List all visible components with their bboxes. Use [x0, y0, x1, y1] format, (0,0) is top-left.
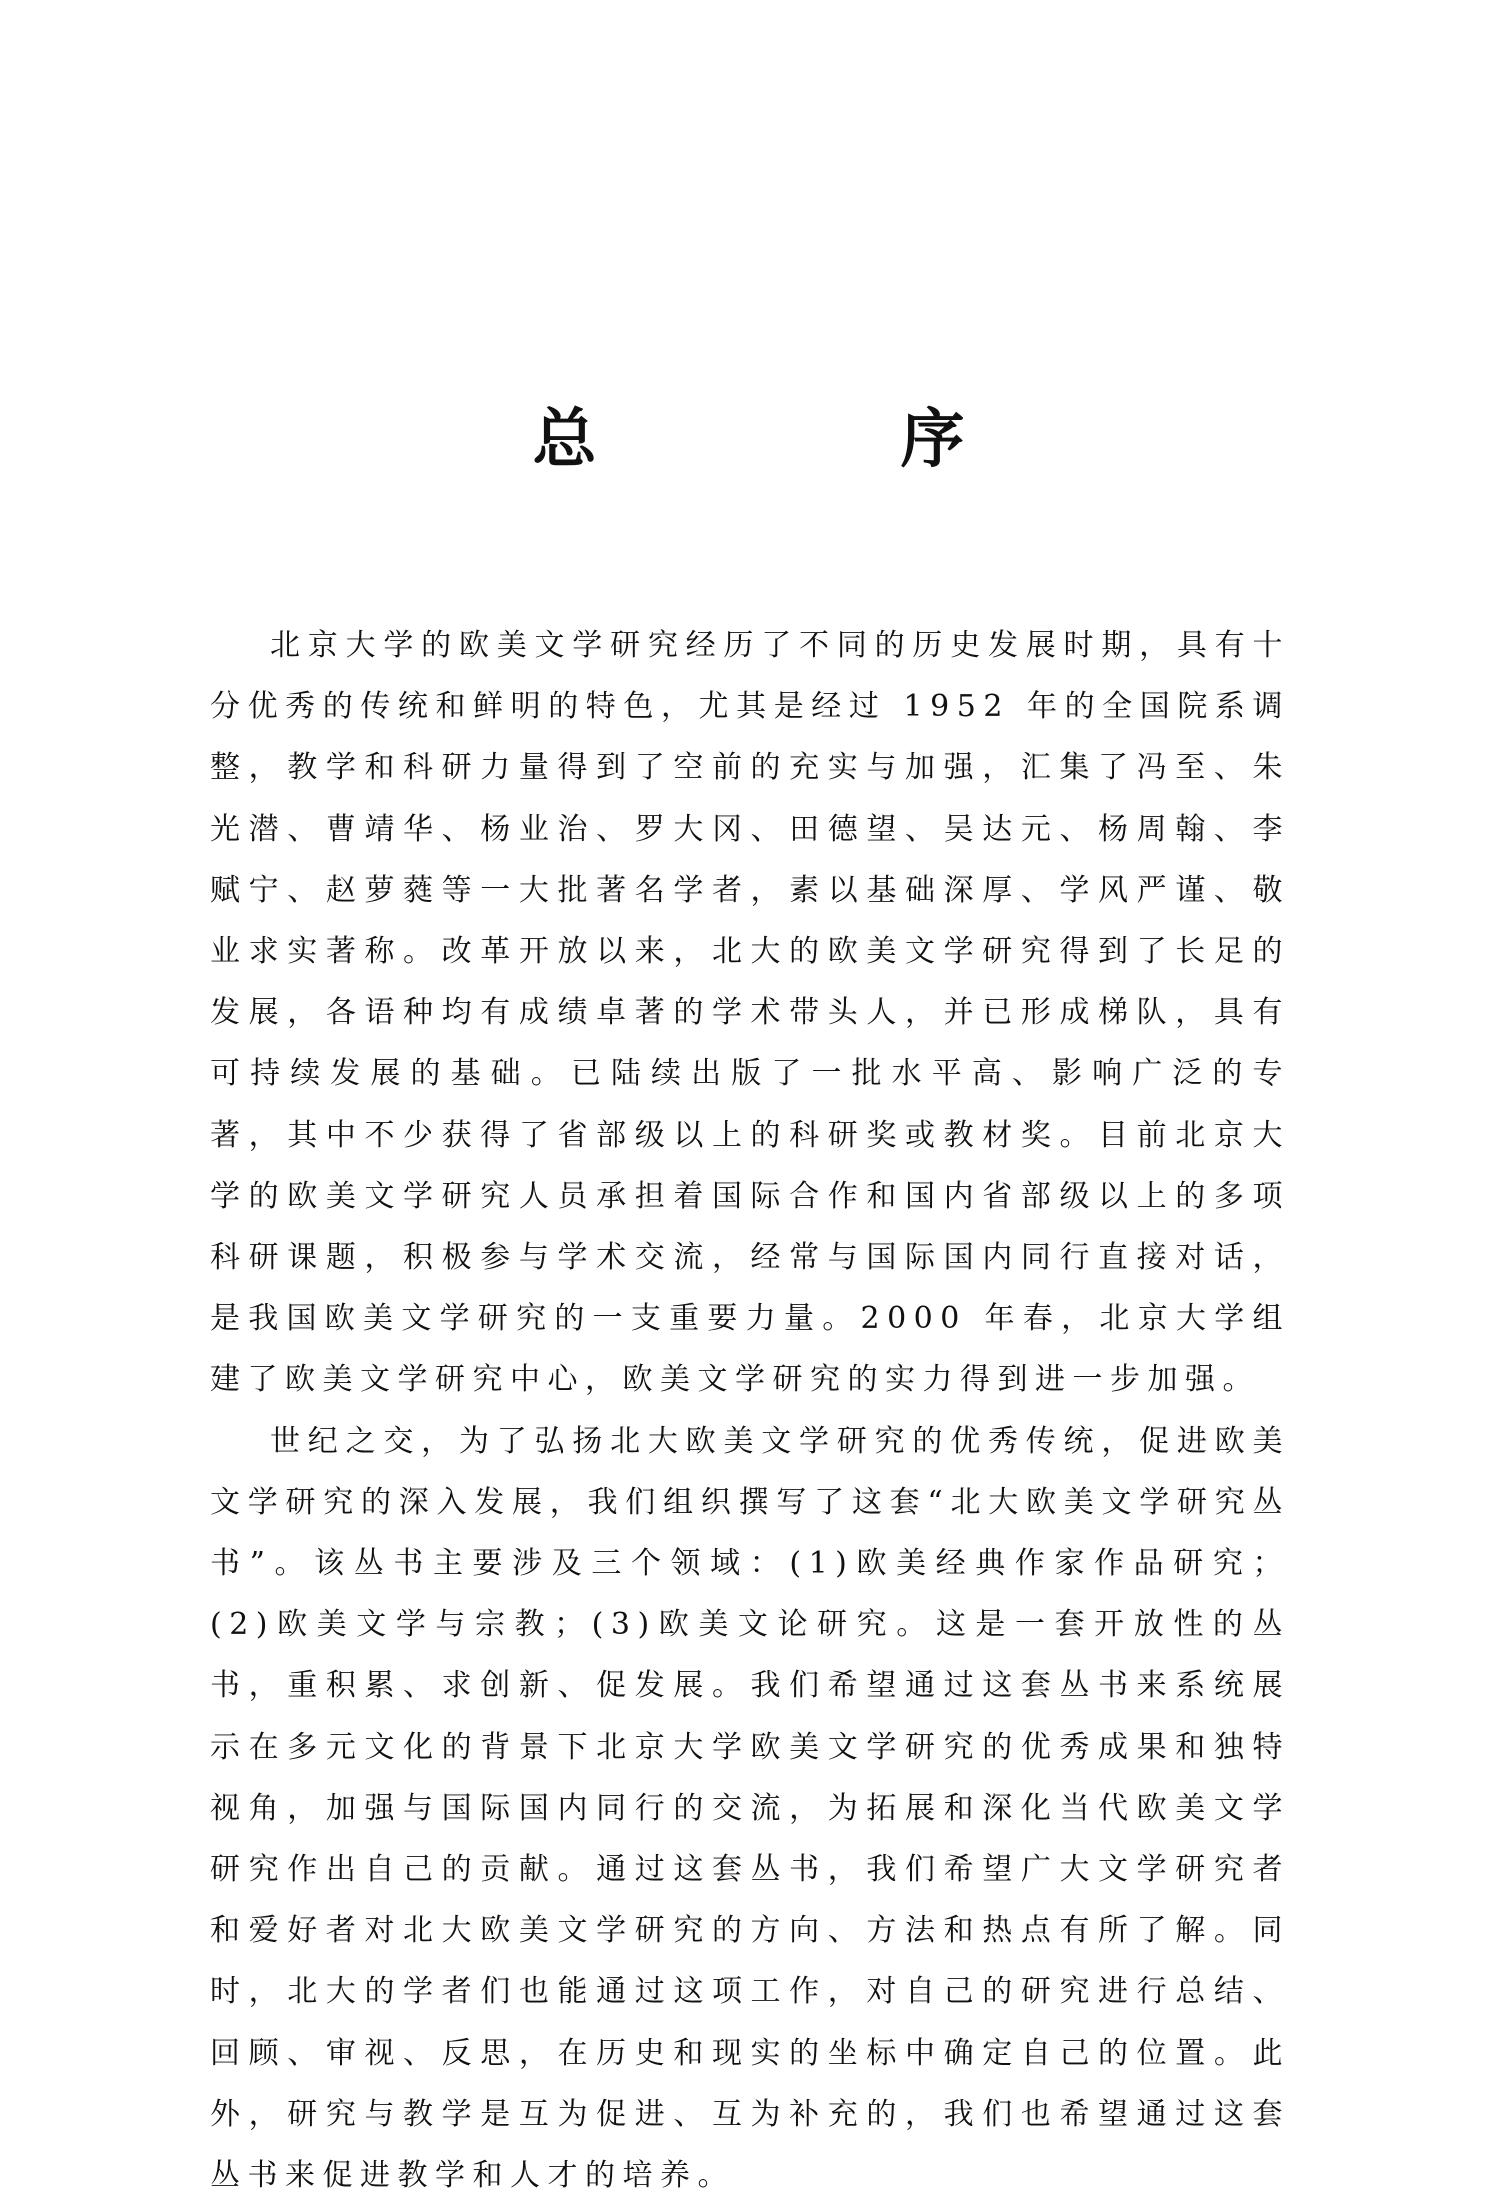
paragraph-1: 北京大学的欧美文学研究经历了不同的历史发展时期，具有十分优秀的传统和鲜明的特色，尤其是经过 1952 年的全国院系调整，教学和科研力量得到了空前的充实与加强，汇集了冯至、朱光潜、曹靖华、杨业治、罗大冈、田德望、吴达元、杨周翰、李赋宁、赵萝蕤等一大批著名学者，素以基础深厚、学风严谨、敬业求实著称。改革开放以来，北大的欧美文学研究得到了长足的发展，各语种均有成绩卓著的学术带头人，并已形成梯队，具有可持续发展的基础。已陆续出版了一批水平高、影响广泛的专著，其中不少获得了省部级以上的科研奖或教材奖。目前北京大学的欧美文学研究人员承担着国际合作和国内省部级以上的多项科研课题，积极参与学术交流，经常与国际国内同行直接对话，是我国欧美文学研究的一支重要力量。2000 年春，北京大学组建了欧美文学研究中心，欧美文学研究的实力得到进一步加强。	[210, 628, 1290, 1398]
preface-body	[210, 615, 1290, 2206]
page-title: 总 序	[532, 403, 1085, 477]
paragraph-2: 世纪之交，为了弘扬北大欧美文学研究的优秀传统，促进欧美文学研究的深入发展，我们组织撰写了这套“北大欧美文学研究丛书”。该丛书主要涉及三个领域：(1)欧美经典作家作品研究；(2)欧美文学与宗教；(3)欧美文论研究。这是一套开放性的丛书，重积累、求创新、促发展。我们希望通过这套丛书来系统展示在多元文化的背景下北京大学欧美文学研究的优秀成果和独特视角，加强与国际国内同行的交流，为拓展和深化当代欧美文学研究作出自己的贡献。通过这套丛书，我们希望广大文学研究者和爱好者对北大欧美文学研究的方向、方法和热点有所了解。同时，北大的学者们也能通过这项工作，对自己的研究进行总结、回顾、审视、反思，在历史和现实的坐标中确定自己的位置。此外，研究与教学是互为促进、互为补充的，我们也希望通过这套丛书来促进教学和人才的培养。	[210, 1423, 1290, 2194]
